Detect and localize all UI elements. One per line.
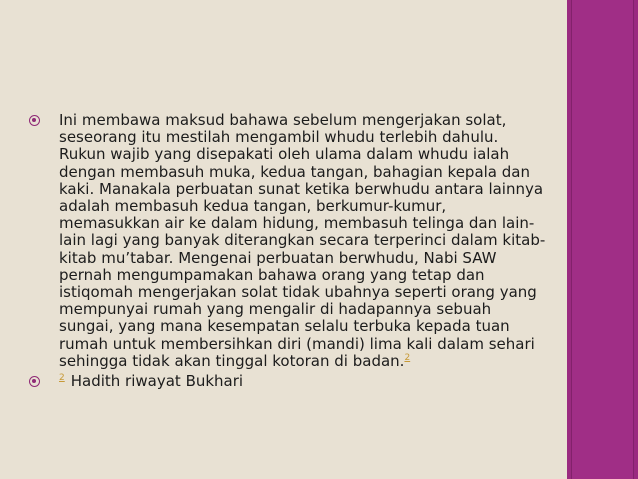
decorative-side-band-inner [571,0,634,479]
footnote-reference-link[interactable]: 2 [404,352,411,363]
circle-dot-bullet-icon [29,115,40,126]
circle-dot-bullet-icon [29,376,40,387]
bullet-item-main-text [29,112,549,370]
slide-content [29,112,549,390]
bullet-item-footnote [29,373,549,390]
bullet-text: Ini membawa maksud bahawa sebelum mengerjakan solat, seseorang itu mestilah mengambil whudu terlebih dahulu. Rukun wajib yang disepakati oleh ulama dalam whudu ialah dengan membasuh muka, kedua tangan, bahagian kepala dan kaki. Manakala perbuatan sunat ketika berwhudu antara lainnya adalah membasuh kedua tangan, berkumur-kumur, memasukkan air ke dalam hidung, membasuh telinga dan lain-lain lagi yang banyak diterangkan secara terperinci dalam kitab-kitab mu’tabar. Mengenai perbuatan berwhudu, Nabi SAW pernah mengumpamakan bahawa orang yang tetap dan istiqomah mengerjakan solat tidak ubahnya seperti orang yang mempunyai rumah yang mengalir di hadapannya sebuah sungai, yang mana kesempatan selalu terbuka kepada tuan rumah untuk membersihkan diri (mandi) lima kali dalam sehari sehingga tidak akan tinggal kotoran di badan. [59,111,546,370]
footnote-text: Hadith riwayat Bukhari [70,372,244,391]
footnote-number-link[interactable]: 2 [59,373,65,384]
decorative-side-band [567,0,638,479]
